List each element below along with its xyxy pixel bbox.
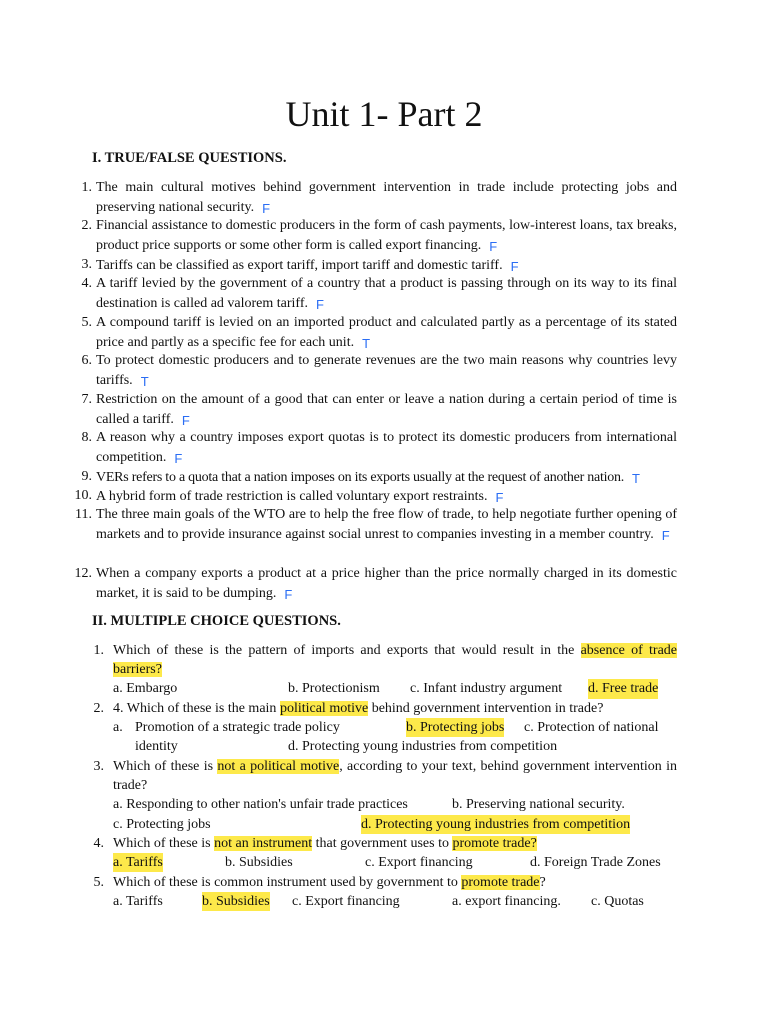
question-text-end: behind government intervention in trade? — [368, 701, 604, 716]
question-text: 4. Which of these is the main — [113, 701, 280, 716]
option-c: c. Protecting jobs — [113, 816, 211, 832]
highlighted-phrase: promote trade — [461, 875, 540, 890]
mc-question-4 — [64, 834, 677, 872]
question-number: 5. — [81, 315, 92, 330]
question-text: When a company exports a product at a price higher than the price normally charged in its domestic market, it is said to be dumping. — [96, 566, 677, 602]
tf-question-7 — [64, 390, 677, 429]
answer-mark: F — [661, 528, 670, 544]
option-d: a. export financing. — [452, 894, 561, 910]
option-b-answer: b. Subsidies — [202, 892, 270, 911]
option-b: b. Subsidies — [225, 855, 293, 871]
tf-question-10 — [64, 486, 677, 506]
mc-question-2 — [64, 699, 677, 757]
option-a: a. Tariffs — [113, 894, 163, 910]
answer-mark: T — [140, 374, 149, 390]
question-number: 5. — [93, 875, 104, 890]
answer-mark: F — [489, 239, 498, 255]
question-text-end: , according to your text, behind government intervention in trade? — [113, 759, 677, 794]
question-number: 1. — [93, 643, 104, 658]
answer-mark: F — [495, 490, 504, 505]
option-c-continued: identity — [135, 739, 178, 755]
answer-mark: F — [174, 451, 183, 467]
highlighted-phrase: political motive — [279, 701, 369, 716]
mc-question-1 — [64, 641, 677, 699]
question-number: 2. — [93, 701, 104, 716]
option-c: c. Infant industry argument — [410, 681, 563, 697]
highlighted-phrase: not an instrument — [214, 836, 313, 851]
option-e: c. Quotas — [591, 894, 644, 910]
question-number: 2. — [81, 218, 92, 233]
question-text: A hybrid form of trade restriction is called voluntary export restraints. — [96, 489, 488, 504]
question-text: A tariff levied by the government of a country that a product is passing through on its way to its final destination is called ad valorem tariff. — [96, 276, 677, 312]
option-d: d. Protecting young industries from competition — [288, 739, 558, 755]
option-b-answer: b. Protecting jobs — [406, 718, 504, 737]
tf-question-8 — [64, 428, 677, 467]
question-number: 9. — [81, 469, 92, 484]
section-true-false-heading: I. TRUE/FALSE QUESTIONS. — [92, 150, 287, 166]
question-text: Restriction on the amount of a good that can enter or leave a nation during a certain period of time is called a tariff. — [96, 392, 677, 428]
question-text: Which of these is the pattern of imports and exports that would result in the — [113, 643, 581, 658]
mc-question-5 — [64, 873, 677, 911]
question-text: Tariffs can be classified as export tariff, import tariff and domestic tariff. — [96, 258, 503, 273]
tf-question-1 — [64, 178, 677, 217]
option-b: b. Protectionism — [288, 681, 380, 697]
answer-mark: T — [632, 471, 640, 486]
tf-question-9 — [64, 467, 677, 487]
question-number: 8. — [81, 430, 92, 445]
option-c: c. Protection of national — [524, 720, 659, 736]
question-text: Which of these is — [113, 759, 218, 774]
question-text: To protect domestic producers and to generate revenues are the two main reasons why countries levy tariffs. — [96, 353, 677, 389]
option-a-marker: a. — [113, 720, 123, 736]
highlighted-phrase-2: promote trade? — [452, 836, 537, 851]
tf-question-4 — [64, 274, 677, 313]
tf-question-3 — [64, 255, 677, 275]
question-text: The main cultural motives behind government intervention in trade include protecting jobs and preserving national security. — [96, 180, 677, 216]
option-c: c. Export financing — [292, 894, 400, 910]
section-multiple-choice-heading: II. MULTIPLE CHOICE QUESTIONS. — [92, 613, 341, 629]
question-number: 12. — [74, 566, 92, 581]
question-number: 11. — [75, 507, 92, 522]
option-d: d. Foreign Trade Zones — [530, 855, 661, 871]
question-number: 3. — [93, 759, 104, 774]
question-text: Which of these is — [113, 836, 215, 851]
question-number: 6. — [81, 353, 92, 368]
option-c: c. Export financing — [365, 855, 473, 871]
question-number: 3. — [81, 257, 92, 272]
highlighted-phrase: absence of trade barriers? — [113, 643, 677, 678]
option-a: a. Responding to other nation's unfair trade practices — [113, 797, 408, 813]
option-d-answer: d. Protecting young industries from competition — [361, 815, 630, 834]
question-text: VERs refers to a quota that a nation imposes on its exports usually at the request of another nation. — [96, 470, 625, 485]
answer-mark: F — [510, 259, 519, 274]
option-a-answer: a. Tariffs — [113, 853, 163, 872]
tf-question-11 — [64, 505, 677, 544]
question-text-mid: that government uses to — [312, 836, 453, 851]
question-number: 7. — [81, 392, 92, 407]
question-text: Financial assistance to domestic producers in the form of cash payments, low-interest loans, tax breaks, product price supports or some other form is called export financing. — [96, 218, 677, 254]
option-a: Promotion of a strategic trade policy — [135, 720, 340, 736]
page-title: Unit 1- Part 2 — [285, 94, 483, 134]
tf-question-6 — [64, 351, 677, 390]
answer-mark: F — [316, 297, 324, 313]
answer-mark: F — [262, 201, 271, 217]
option-b: b. Preserving national security. — [452, 797, 625, 813]
question-text: A reason why a country imposes export quotas is to protect its domestic producers from international competition. — [96, 430, 677, 466]
question-text-end: ? — [539, 875, 546, 890]
question-number: 4. — [81, 276, 92, 291]
question-text: The three main goals of the WTO are to help the free flow of trade, to help negotiate further opening of markets and to provide insurance against social unrest to companies investing in a member country. — [96, 507, 677, 543]
question-number: 10. — [74, 488, 92, 503]
answer-mark: T — [362, 336, 371, 352]
tf-question-2 — [64, 216, 677, 255]
question-number: 4. — [93, 836, 104, 851]
answer-mark: F — [284, 587, 293, 603]
answer-mark: F — [181, 413, 190, 429]
mc-question-3 — [64, 757, 677, 834]
highlighted-phrase: not a political motive — [217, 759, 340, 774]
tf-question-5 — [64, 313, 677, 352]
option-a: a. Embargo — [113, 681, 178, 697]
option-d-answer: d. Free trade — [588, 679, 658, 698]
question-number: 1. — [81, 180, 92, 195]
tf-question-12 — [64, 564, 677, 603]
question-text: A compound tariff is levied on an imported product and calculated partly as a percentage of its stated price and partly as a specific fee for each unit. — [96, 315, 677, 351]
question-text: Which of these is common instrument used by government to — [113, 875, 462, 890]
